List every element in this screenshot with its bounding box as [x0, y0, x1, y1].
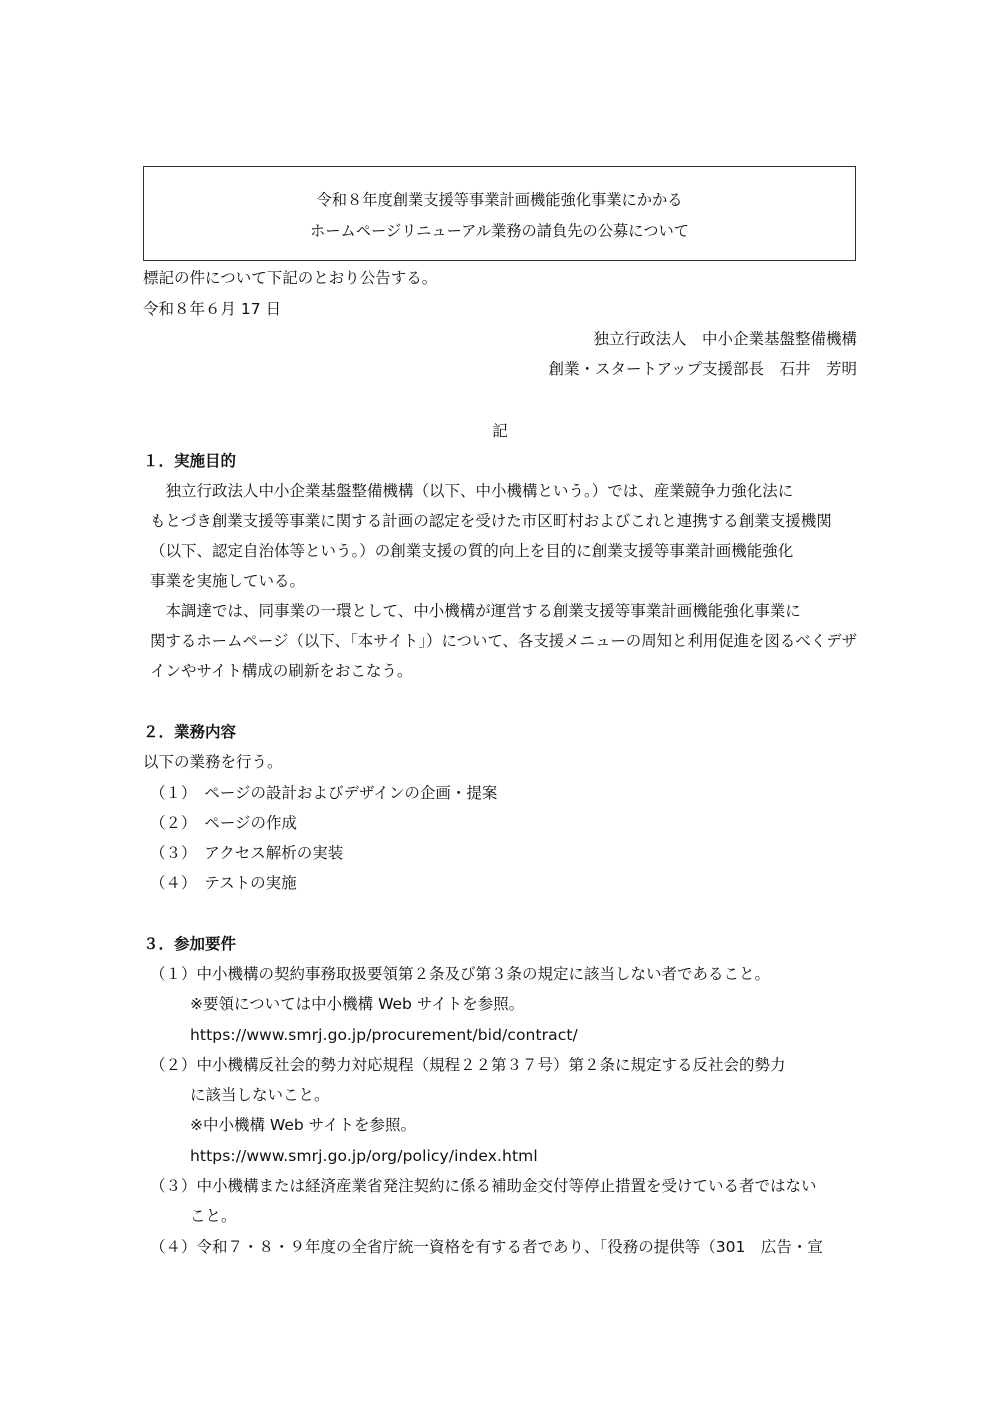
section2-item-1: （１） ページの設計およびデザインの企画・提案	[150, 784, 498, 802]
title-line-1: 令和８年度創業支援等事業計画機能強化事業にかかる	[316, 191, 683, 209]
date-text: 令和８年６月 17 日	[143, 300, 282, 318]
section1-para1-line2: もとづき創業支援等事業に関する計画の認定を受けた市区町村およびこれと連携する創業支援機関	[150, 512, 832, 530]
section3-item2-text: （２）中小機構反社会的勢力対応規程（規程２２第３７号）第２条に規定する反社会的勢力	[150, 1056, 786, 1074]
section3-item1-url[interactable]: https://www.smrj.go.jp/procurement/bid/contract/	[190, 1026, 578, 1044]
section2-item-2: （２） ページの作成	[150, 814, 297, 832]
section2-lead: 以下の業務を行う。	[143, 753, 283, 771]
section3-item2-note: ※中小機構 Web サイトを参照。	[190, 1116, 417, 1134]
intro-text: 標記の件について下記のとおり公告する。	[143, 269, 438, 287]
issuer-org: 独立行政法人 中小企業基盤整備機構	[593, 330, 857, 348]
ki-heading: 記	[492, 422, 508, 440]
section3-item1-text: （１）中小機構の契約事務取扱要領第２条及び第３条の規定に該当しない者であること。	[150, 965, 771, 983]
issuer-person: 創業・スタートアップ支援部長 石井 芳明	[548, 360, 857, 378]
title-box	[143, 166, 856, 261]
section3-heading: ３．参加要件	[143, 935, 237, 953]
section1-para2-line2: 関するホームページ（以下、「本サイト」）について、各支援メニューの周知と利用促進を図るべくデザ	[150, 632, 857, 650]
section3-item4-text: （４）令和７・８・９年度の全省庁統一資格を有する者であり、「役務の提供等（301 広告・宣	[150, 1238, 823, 1256]
title-line-2: ホームページリニューアル業務の請負先の公募について	[310, 222, 689, 240]
section1-para1-line1: 独立行政法人中小企業基盤整備機構（以下、中小機構という。）では、産業競争力強化法に	[150, 482, 794, 500]
section3-item2-cont: に該当しないこと。	[190, 1086, 330, 1104]
section1-para1-line3: （以下、認定自治体等という。）の創業支援の質的向上を目的に創業支援等事業計画機能強化	[150, 542, 794, 560]
section3-item3-text: （３）中小機構または経済産業省発注契約に係る補助金交付等停止措置を受けている者ではない	[150, 1177, 817, 1195]
section1-para2-line3: インやサイト構成の刷新をおこなう。	[150, 662, 413, 680]
section2-item-3: （３） アクセス解析の実装	[150, 844, 344, 862]
section2-heading: ２．業務内容	[143, 723, 237, 741]
section3-item1-note: ※要領については中小機構 Web サイトを参照。	[190, 995, 525, 1013]
section2-item-4: （４） テストの実施	[150, 874, 297, 892]
section1-para2-line1: 本調達では、同事業の一環として、中小機構が運営する創業支援等事業計画機能強化事業に	[150, 602, 801, 620]
section3-item2-url[interactable]: https://www.smrj.go.jp/org/policy/index.html	[190, 1147, 538, 1165]
section3-item3-cont: こと。	[190, 1207, 237, 1225]
section1-heading: １．実施目的	[143, 452, 237, 470]
section1-para1-line4: 事業を実施している。	[150, 572, 306, 590]
